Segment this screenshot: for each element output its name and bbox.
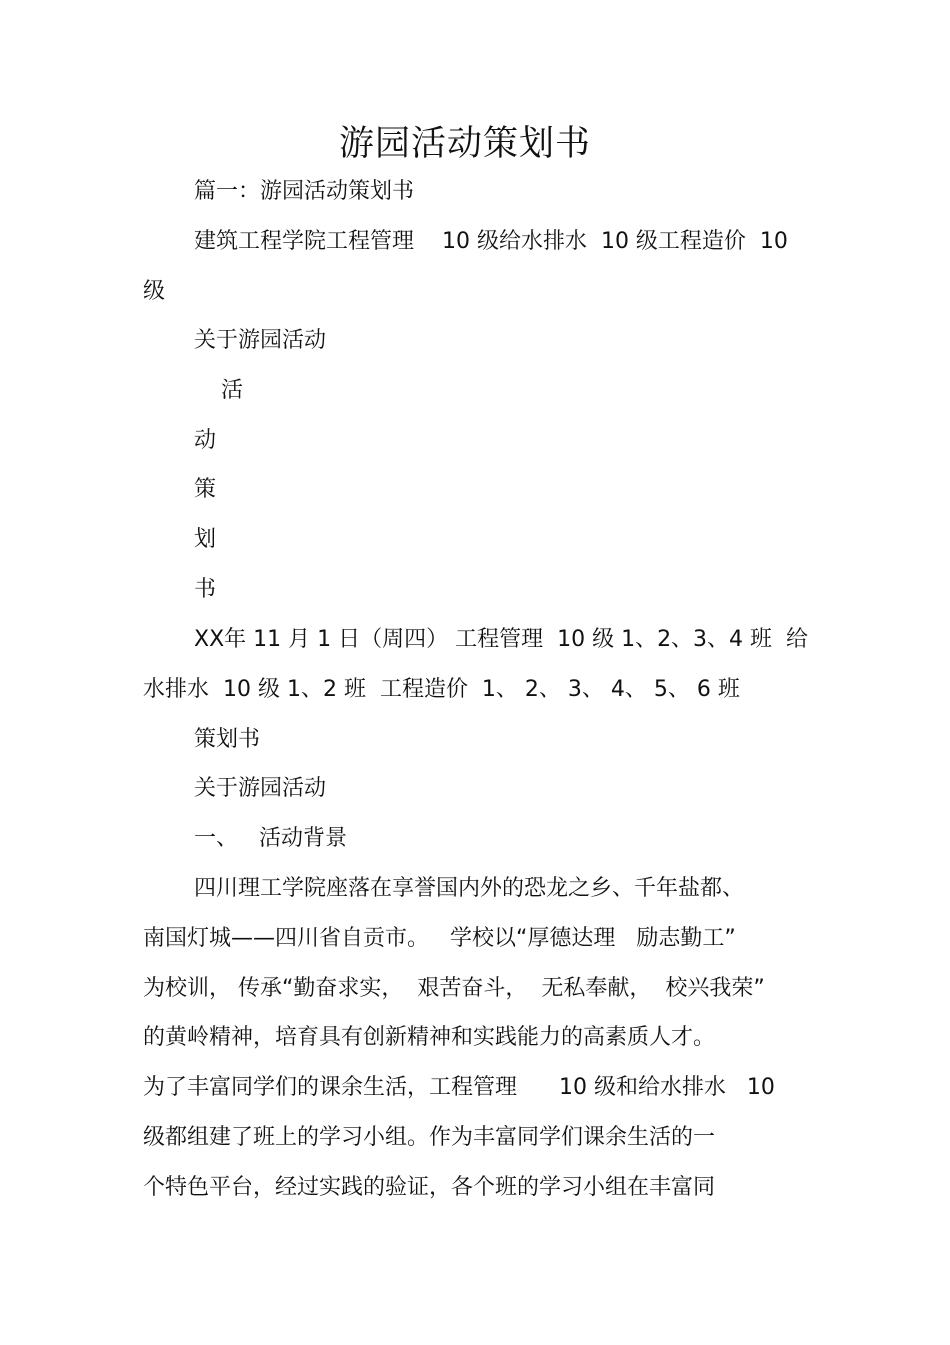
document-title: 游园活动策划书 (338, 124, 591, 164)
text-line: 的黄岭精神，培育具有创新精神和实践能力的高素质人才。 (143, 1025, 716, 1050)
text-line: 为校训， 传承“勤奋求实， 艰苦奋斗， 无私奉献， 校兴我荣” (143, 976, 765, 1001)
text-line: XX年 11 月 1 日（周四） 工程管理 10 级 1、2、3、4 班 给 (194, 627, 809, 652)
text-line: 活 (221, 378, 244, 403)
text-line: 书 (194, 577, 217, 602)
text-line: 策 (194, 477, 217, 502)
text-line: 级 (143, 279, 166, 304)
text-line: 南国灯城——四川省自贡市。 学校以“厚德达理 励志勤工” (143, 926, 736, 951)
text-line: 水排水 10 级 1、2 班 工程造价 1、 2、 3、 4、 5、 6 班 (143, 677, 740, 702)
text-line: 级都组建了班上的学习小组。作为丰富同学们课余生活的一 (143, 1125, 716, 1150)
text-line: 动 (194, 428, 217, 453)
text-line: 划 (194, 527, 217, 552)
text-line: 关于游园活动 (194, 328, 327, 353)
text-line: 篇一：游园活动策划书 (194, 179, 415, 204)
text-line: 个特色平台，经过实践的验证，各个班的学习小组在丰富同 (143, 1175, 716, 1200)
text-line: 建筑工程学院工程管理 10 级给水排水 10 级工程造价 10 (194, 229, 788, 254)
section-heading: 一、 活动背景 (194, 826, 347, 851)
text-line: 为了丰富同学们的课余生活，工程管理 10 级和给水排水 10 (143, 1075, 775, 1100)
text-line: 策划书 (194, 727, 261, 752)
text-line: 关于游园活动 (194, 776, 327, 801)
text-line: 四川理工学院座落在享誉国内外的恐龙之乡、千年盐都、 (194, 876, 745, 901)
